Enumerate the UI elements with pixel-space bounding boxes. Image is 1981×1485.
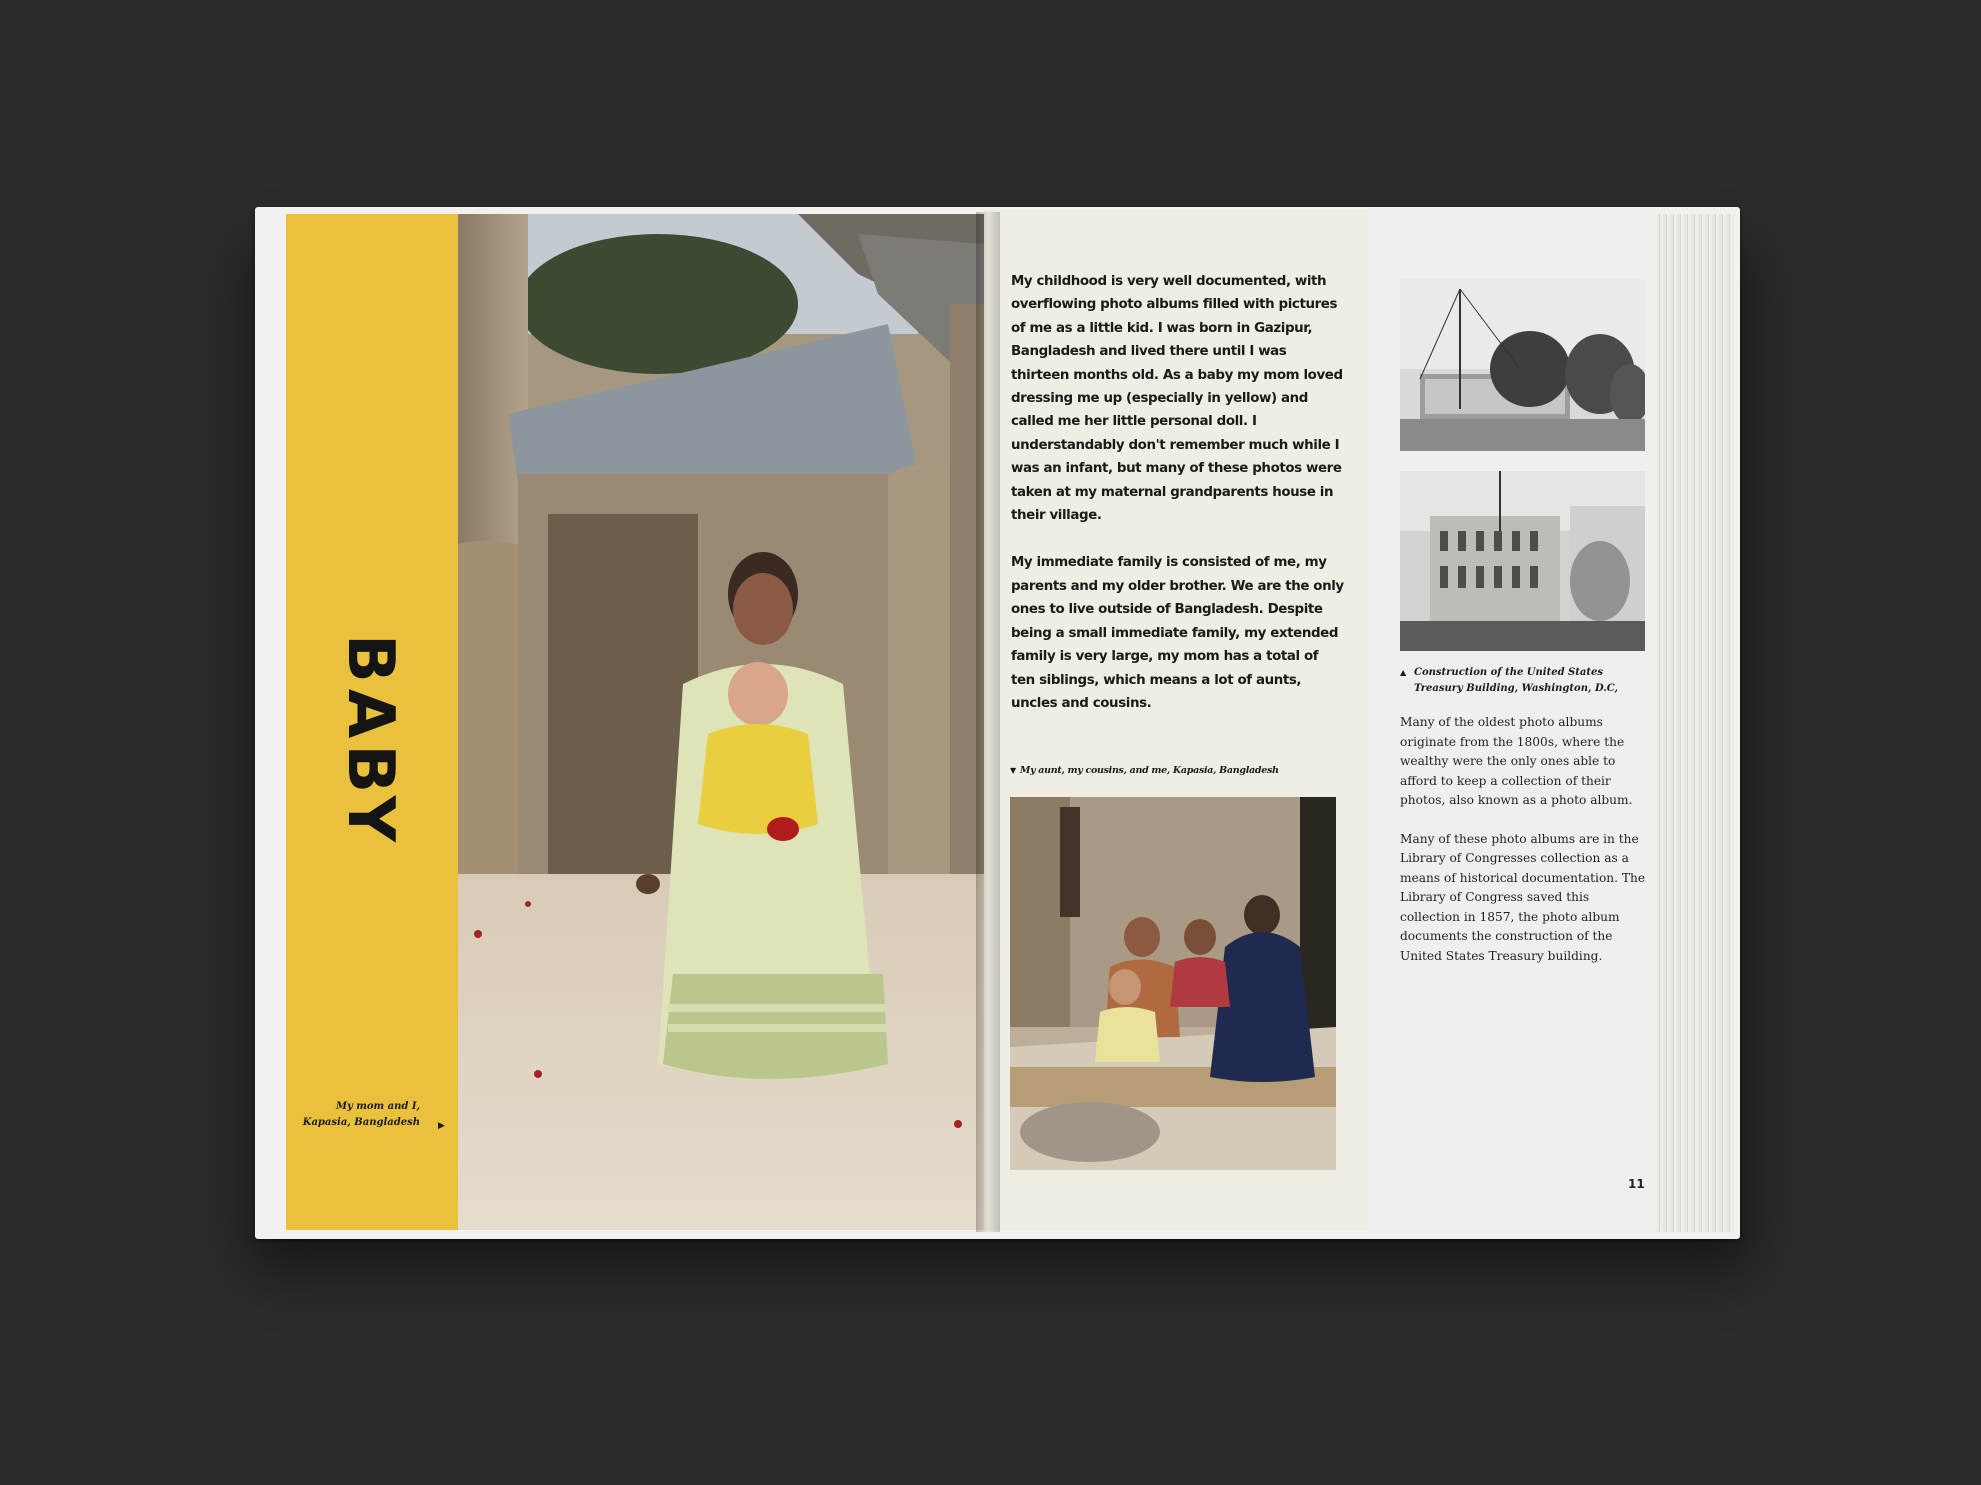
page-title: BABY — [333, 634, 407, 848]
book-gutter — [976, 212, 1000, 1232]
family-caption-text: My aunt, my cousins, and me, Kapasia, Bangladesh — [1019, 765, 1279, 776]
main-text — [1011, 270, 1346, 739]
family-photo — [1010, 797, 1336, 1170]
paragraph-2: My immediate family is consisted of me, my parents and my older brother. We are the only ones to live outside of Bangladesh. Despite being a small immediate family, my extended family is very large, my mom has a total of ten siblings, which means a lot of aunts, uncles and cousins. — [1011, 555, 1344, 711]
caption-line-1: My mom and I, — [335, 1101, 420, 1112]
page-number: 11 — [1628, 1177, 1645, 1191]
side-text — [1400, 713, 1650, 985]
page-edges — [1656, 214, 1734, 1232]
paragraph-1: My childhood is very well documented, with overflowing photo albums filled with pictures of me as a little kid. I was born in Gazipur, Bangladesh and lived there until I was thirteen months old. As a baby my mom loved dressing me up (especially in yellow) and called me her little personal doll. I understandably don't remember much while I was an infant, but many of these photos were taken at my maternal grandparents house in their village. — [1011, 274, 1343, 524]
right-page — [984, 209, 1658, 1231]
triangle-up-icon: ▲ — [1400, 667, 1407, 677]
photo-caption — [300, 1099, 420, 1131]
mother-and-baby-photo — [458, 214, 984, 1230]
treasury-photo-1 — [1400, 279, 1645, 451]
side-paragraph-2: Many of these photo albums are in the Library of Congresses collection as a means of historical documentation. The Library of Congress saved this collection in 1857, the photo album documents the construction of the United States Treasury building. — [1400, 831, 1646, 963]
side-paragraph-1: Many of the oldest photo albums originate from the 1800s, where the wealthy were the only ones able to afford to keep a collection of their photos, also known as a photo album. — [1400, 715, 1633, 807]
triangle-right-icon: ▶ — [438, 1120, 445, 1130]
family-photo-caption — [1010, 765, 1279, 776]
treasury-caption-text: Construction of the United States Treasury Building, Washington, D.C, — [1414, 667, 1619, 694]
caption-line-2: Kapasia, Bangladesh — [302, 1117, 420, 1128]
treasury-photo-2 — [1400, 471, 1645, 651]
left-page — [286, 214, 984, 1230]
treasury-caption — [1400, 664, 1650, 697]
triangle-down-icon: ▼ — [1010, 765, 1016, 775]
